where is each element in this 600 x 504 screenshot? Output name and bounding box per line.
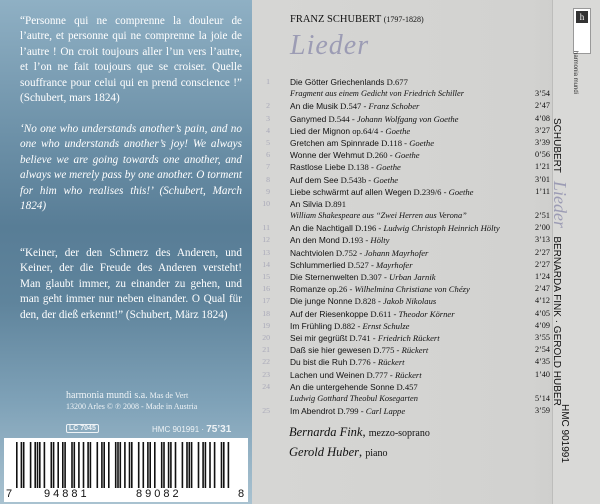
barcode-bar xyxy=(74,442,76,488)
track-row: 6 Wonne der Wehmut D.260 - Goethe 0’56 xyxy=(266,150,550,161)
track-title: Schlummerlied xyxy=(290,259,346,270)
barcode-bar xyxy=(117,442,119,488)
track-poet: Goethe xyxy=(375,162,401,173)
track-row: 14 Schlummerlied D.527 - Mayrhofer 2’27 xyxy=(262,259,550,270)
track-catalog: D.882 xyxy=(334,320,356,331)
track-poet: Ernst Schulze xyxy=(362,320,410,331)
barcode-bar xyxy=(21,442,23,488)
track-row xyxy=(252,382,552,394)
track-poet: Goethe xyxy=(394,150,420,161)
track-duration: 2’27 xyxy=(534,259,550,269)
track-duration: 0’56 xyxy=(534,150,550,160)
barcode-bar xyxy=(168,442,170,488)
track-poet: Ludwig Christoph Heinrich Hölty xyxy=(383,223,500,234)
track-title: An die Nachtigall xyxy=(290,223,353,234)
track-duration: 1’11 xyxy=(535,186,550,196)
lc-logo-icon: LC 7045 xyxy=(66,424,99,433)
track-duration: 4’05 xyxy=(534,308,550,318)
tracklist-panel xyxy=(252,0,600,504)
track-poet: Hölty xyxy=(370,235,390,246)
barcode-bar xyxy=(163,442,165,488)
barcode-bar xyxy=(182,442,184,488)
track-duration: 4’08 xyxy=(534,113,550,123)
barcode-bar xyxy=(124,442,126,488)
barcode-bar xyxy=(138,442,140,488)
track-duration: 4’09 xyxy=(534,320,550,330)
barcode-bar xyxy=(78,442,80,488)
logo-letter: h xyxy=(576,11,588,23)
track-row: 25 Im Abendrot D.799 - Carl Lappe 3’59 xyxy=(262,406,550,417)
composer-dates: (1797-1828) xyxy=(383,15,424,24)
track-row: 23 Lachen und Weinen D.777 - Rückert 1’40 xyxy=(262,369,550,380)
track-duration: 2’47 xyxy=(534,284,550,294)
barcode-bar xyxy=(64,442,66,488)
track-number: 18 xyxy=(262,308,270,318)
track-row: 17 Die junge Nonne D.828 - Jakob Nikolaus 4’12 xyxy=(262,296,550,307)
track-row: 3 Ganymed D.544 - Johann Wolfgang von Goethe 4’08 xyxy=(266,113,550,124)
publisher-address1: Mas de Vert xyxy=(149,391,189,400)
track-catalog: D.547 xyxy=(340,101,362,112)
barcode-bar xyxy=(115,442,117,488)
track-row: 21 Daß sie hier gewesen D.775 - Rückert 2’54 xyxy=(262,345,550,356)
barcode-bar xyxy=(90,442,92,488)
track-title: Wonne der Wehmut xyxy=(290,150,365,161)
track-catalog: D.777 xyxy=(366,369,388,380)
performers xyxy=(289,423,430,463)
barcode-bar xyxy=(71,442,73,488)
track-catalog: D.776 xyxy=(349,357,371,368)
track-number: 9 xyxy=(266,186,270,196)
track-number: 3 xyxy=(266,113,270,123)
track-subtitle-text: William Shakespeare aus “Zwei Herren aus Verona” xyxy=(290,211,467,221)
track-subtitle-text: Ludwig Gotthard Theobul Kosegarten xyxy=(290,393,418,403)
track-poet: Urban Jarnik xyxy=(389,272,436,282)
track-number: 2 xyxy=(266,101,270,111)
track-catalog: D.260 xyxy=(366,150,388,161)
track-title: An den Mond xyxy=(290,235,340,246)
track-title: An Silvia xyxy=(290,198,323,209)
barcode-bar xyxy=(101,442,103,488)
track-number: 13 xyxy=(262,247,270,257)
track-subtitle xyxy=(252,394,552,406)
track-number: 7 xyxy=(266,162,270,172)
barcode-bar xyxy=(205,442,207,488)
track-title: Die junge Nonne xyxy=(290,296,353,307)
track-duration: 4’35 xyxy=(534,357,550,367)
track-row: 8 Auf dem See D.543b - Goethe 3’01 xyxy=(266,174,550,185)
track-duration: 2’27 xyxy=(534,247,550,257)
track-catalog: D.891 xyxy=(324,198,346,209)
track-row: 9 Liebe schwärmt auf allen Wegen D.239/6 - Goethe 1’11 xyxy=(266,186,550,197)
track-row xyxy=(252,77,552,89)
track-row: 20 Sei mir gegrüßt D.741 - Friedrich Rückert 3’55 xyxy=(262,332,550,343)
track-number: 17 xyxy=(262,296,270,306)
track-duration: 3’54 xyxy=(534,89,550,99)
barcode-group-1: 94881 xyxy=(44,488,90,500)
barcode-bar xyxy=(228,442,230,488)
track-title: Romanze xyxy=(290,284,326,295)
quote-german: “Keiner, der den Schmerz des Anderen, und Keiner, der die Freude des Anderen versteht! Man glaubt immer, zu einander zu gehen, und man geht immer nur neben einander. O Qual für den, der dieß erkennt!” (Schubert, März 1824) xyxy=(20,247,242,321)
track-number: 19 xyxy=(262,320,270,330)
track-row: 15 Die Sternenwelten D.307 - Urban Jarnik 1’24 xyxy=(262,272,550,282)
track-duration: 2’51 xyxy=(534,211,550,221)
track-poet: Johann Mayrhofer xyxy=(364,247,429,258)
label-code xyxy=(66,424,99,433)
track-title: Lied der Mignon xyxy=(290,125,351,136)
track-row: 16 Romanze op.26 - Wilhelmina Christiane von Chézy 2’47 xyxy=(262,284,550,295)
track-row: 13 Nachtviolen D.752 - Johann Mayrhofer 2’27 xyxy=(262,247,550,258)
track-title: Die Götter Griechenlands xyxy=(290,77,385,87)
barcode-bar xyxy=(53,442,55,488)
spine-lieder: Lieder xyxy=(550,181,570,228)
track-row: 5 Gretchen am Spinnrade D.118 - Goethe 3’39 xyxy=(266,137,550,148)
track-number: 16 xyxy=(262,284,270,294)
barcode-bar xyxy=(120,442,122,488)
track-subtitle xyxy=(252,211,552,223)
track-catalog: D.543b xyxy=(340,174,367,185)
track-duration: 5’14 xyxy=(534,393,550,403)
barcode-bar xyxy=(202,442,204,488)
barcode-bar xyxy=(23,442,25,488)
composer-heading xyxy=(290,14,424,25)
catalog-code: HMC 901991 xyxy=(152,425,200,434)
track-catalog: D.677 xyxy=(386,77,408,87)
track-catalog: D.307 xyxy=(360,272,382,282)
track-row: 11 An die Nachtigall D.196 - Ludwig Christoph Heinrich Hölty 2’00 xyxy=(262,223,550,234)
track-title: Gretchen am Spinnrade xyxy=(290,137,379,148)
track-poet: Carl Lappe xyxy=(365,406,406,417)
barcode xyxy=(4,438,248,502)
track-row: 7 Rastlose Liebe D.138 - Goethe 1’21 xyxy=(266,162,550,173)
track-row: 2 An die Musik D.547 - Franz Schober 2’47 xyxy=(266,101,550,112)
barcode-bar xyxy=(62,442,64,488)
performer-2: Gerold Huber, piano xyxy=(289,445,388,459)
barcode-bar xyxy=(161,442,163,488)
track-list xyxy=(252,77,552,418)
barcode-bar xyxy=(147,442,149,488)
track-duration: 3’39 xyxy=(534,137,550,147)
barcode-bar xyxy=(223,442,225,488)
track-row: 19 Im Frühling D.882 - Ernst Schulze 4’09 xyxy=(262,320,550,331)
barcode-group-2: 89082 xyxy=(136,488,182,500)
barcode-bar xyxy=(57,442,59,488)
track-catalog: D.611 xyxy=(370,308,392,319)
track-duration: 3’13 xyxy=(534,235,550,245)
composer-name: FRANZ SCHUBERT xyxy=(290,14,382,25)
track-duration: 3’55 xyxy=(534,332,550,342)
track-row: 18 Auf der Riesenkoppe D.611 - Theodor Körner 4’05 xyxy=(262,308,550,319)
barcode-bar xyxy=(214,442,216,488)
album-title: Lieder xyxy=(290,30,370,61)
track-number: 4 xyxy=(266,125,270,135)
quote-french: “Personne qui ne comprenne la douleur de l’autre, et personne qui ne comprenne la joie de l’autre ! On croit toujours aller l’un vers l’autre, et l’on ne fait toujours que se croiser. Quelle souffrance pour celui qui en prend conscience !” (Schubert, mars 1824) xyxy=(20,15,242,105)
track-catalog: op.26 xyxy=(328,284,348,295)
barcode-bar xyxy=(149,442,151,488)
track-catalog: D.457 xyxy=(396,381,418,392)
barcode-digit-last: 8 xyxy=(238,488,245,500)
barcode-bar xyxy=(191,442,193,488)
track-title: Rastlose Liebe xyxy=(290,162,346,173)
track-subtitle-text: Fragment aus einem Gedicht von Friedrich Schiller xyxy=(290,89,464,99)
performer-name: Bernarda Fink xyxy=(289,425,363,439)
publisher-name: harmonia mundi s.a. xyxy=(66,390,148,401)
barcode-bar xyxy=(189,442,191,488)
track-number: 24 xyxy=(262,381,270,391)
track-title: Sei mir gegrüßt xyxy=(290,332,348,343)
track-catalog: D.799 xyxy=(337,406,359,417)
track-poet: Jakob Nikolaus xyxy=(382,296,437,307)
track-catalog: D.239/6 xyxy=(413,186,442,197)
barcode-bar xyxy=(154,442,156,488)
track-number: 1 xyxy=(266,77,270,86)
track-poet: Rückert xyxy=(394,369,422,380)
track-number: 5 xyxy=(266,137,270,147)
track-title: Du bist die Ruh xyxy=(290,357,348,368)
track-duration: 1’40 xyxy=(534,369,550,379)
performer-role: mezzo-soprano xyxy=(368,428,430,439)
track-number: 25 xyxy=(262,406,270,416)
barcode-bar xyxy=(175,442,177,488)
quote-english: ‘No one who understands another’s pain, and no one who understands another’s joy! We always believe we are going towards one another, and always we merely pass by one another. O torment for him who realises this!’ (Schubert, March 1824) xyxy=(20,123,242,213)
track-number: 23 xyxy=(262,369,270,379)
barcode-bar xyxy=(221,442,223,488)
track-number: 11 xyxy=(262,223,270,233)
track-title: Liebe schwärmt auf allen Wegen xyxy=(290,186,412,197)
track-number: 20 xyxy=(262,332,270,342)
track-row: 4 Lied der Mignon op.64/4 - Goethe 3’27 xyxy=(266,125,550,136)
track-number: 15 xyxy=(262,272,270,281)
track-catalog: D.828 xyxy=(354,296,376,307)
track-title: Im Frühling xyxy=(290,320,332,331)
track-poet: Mayrhofer xyxy=(375,259,413,270)
track-duration: 2’00 xyxy=(534,223,550,233)
track-poet: Rückert xyxy=(377,357,405,368)
track-row xyxy=(252,199,552,211)
barcode-bar xyxy=(30,442,32,488)
track-catalog: D.544 xyxy=(328,113,350,124)
barcode-bar xyxy=(198,442,200,488)
performer-role: piano xyxy=(365,448,388,459)
track-title: Auf dem See xyxy=(290,174,339,185)
track-row: 22 Du bist die Ruh D.776 - Rückert 4’35 xyxy=(262,357,550,368)
track-title: Lachen und Weinen xyxy=(290,369,365,380)
track-duration: 3’01 xyxy=(534,174,550,184)
track-duration: 2’47 xyxy=(534,101,550,111)
track-title: Auf der Riesenkoppe xyxy=(290,308,369,319)
track-catalog: D.118 xyxy=(381,137,403,148)
publisher-info xyxy=(66,390,246,412)
catalog-number: HMC 901991 · 75’31 xyxy=(152,424,232,435)
barcode-bar xyxy=(131,442,133,488)
spine-catalog: HMC 901991 xyxy=(559,404,570,463)
barcode-bar xyxy=(37,442,39,488)
track-catalog: D.775 xyxy=(373,345,395,356)
barcode-digit-first: 7 xyxy=(6,488,13,500)
track-duration: 4’12 xyxy=(534,296,550,306)
track-title: Nachtviolen xyxy=(290,247,334,258)
track-title: Die Sternenwelten xyxy=(290,272,359,282)
track-subtitle xyxy=(252,89,552,101)
track-number: 6 xyxy=(266,150,270,160)
track-number: 14 xyxy=(262,259,270,269)
barcode-bar xyxy=(39,442,41,488)
track-catalog: D.752 xyxy=(335,247,358,258)
track-number: 8 xyxy=(266,174,270,184)
spine-artists: BERNARDA FINK · GEROLD HUBER xyxy=(551,236,562,406)
barcode-bar xyxy=(51,442,53,488)
total-duration: 75’31 xyxy=(206,424,232,435)
track-poet: Goethe xyxy=(409,137,435,148)
track-row: 12 An den Mond D.193 - Hölty 3’13 xyxy=(262,235,550,246)
spine-title xyxy=(549,118,570,406)
track-number: 22 xyxy=(262,357,270,367)
track-poet: Franz Schober xyxy=(368,101,420,112)
barcode-bar xyxy=(108,442,110,488)
track-catalog: D.193 xyxy=(341,235,364,246)
barcode-bar xyxy=(170,442,172,488)
left-panel xyxy=(0,0,252,504)
barcode-bar xyxy=(129,442,131,488)
track-duration: 3’59 xyxy=(534,406,550,416)
track-duration: 2’54 xyxy=(534,345,550,355)
track-poet: Theodor Körner xyxy=(398,308,455,319)
track-catalog: D.138 xyxy=(347,162,369,173)
barcode-bar xyxy=(186,442,188,488)
track-duration: 3’27 xyxy=(534,125,550,135)
track-number: 21 xyxy=(262,345,270,355)
track-catalog: op.64/4 xyxy=(352,125,379,136)
barcode-bar xyxy=(103,442,105,488)
track-poet: Johann Wolfgang von Goethe xyxy=(356,113,459,124)
track-poet: Goethe xyxy=(385,125,411,136)
track-number: 12 xyxy=(262,235,270,245)
track-duration: 1’24 xyxy=(534,272,550,281)
track-catalog: D.527 xyxy=(347,259,369,270)
track-number: 10 xyxy=(262,198,270,208)
logo-text: harmonia mundi xyxy=(572,51,578,95)
barcode-bar xyxy=(209,442,211,488)
track-catalog: D.741 xyxy=(349,332,371,343)
barcode-bar xyxy=(87,442,89,488)
track-title: An die Musik xyxy=(290,101,338,112)
track-catalog: D.196 xyxy=(355,223,377,234)
barcode-bar xyxy=(97,442,99,488)
barcode-bar xyxy=(34,442,36,488)
barcode-bar xyxy=(16,442,18,488)
barcode-bar xyxy=(44,442,46,488)
track-poet: Goethe xyxy=(373,174,399,185)
barcode-bar xyxy=(143,442,145,488)
publisher-address2: 13200 Arles © ℗ 2008 - Made in Austria xyxy=(66,402,198,411)
performer-1: Bernarda Fink, mezzo-soprano xyxy=(289,425,430,439)
track-duration: 1’21 xyxy=(534,162,550,172)
track-title: Ganymed xyxy=(290,113,327,124)
track-poet: Wilhelmina Christiane von Chézy xyxy=(354,284,470,295)
track-poet: Rückert xyxy=(401,345,429,356)
spine-composer: SCHUBERT xyxy=(551,118,562,173)
harmonia-mundi-logo-icon xyxy=(572,8,591,95)
barcode-bars-icon xyxy=(16,442,236,488)
track-title: Daß sie hier gewesen xyxy=(290,345,371,356)
performer-name: Gerold Huber xyxy=(289,445,360,459)
track-poet: Friedrich Rückert xyxy=(377,332,440,343)
track-poet: Goethe xyxy=(448,186,474,197)
track-title: An die untergehende Sonne xyxy=(290,381,395,392)
track-title: Im Abendrot xyxy=(290,406,336,417)
barcode-bar xyxy=(83,442,85,488)
